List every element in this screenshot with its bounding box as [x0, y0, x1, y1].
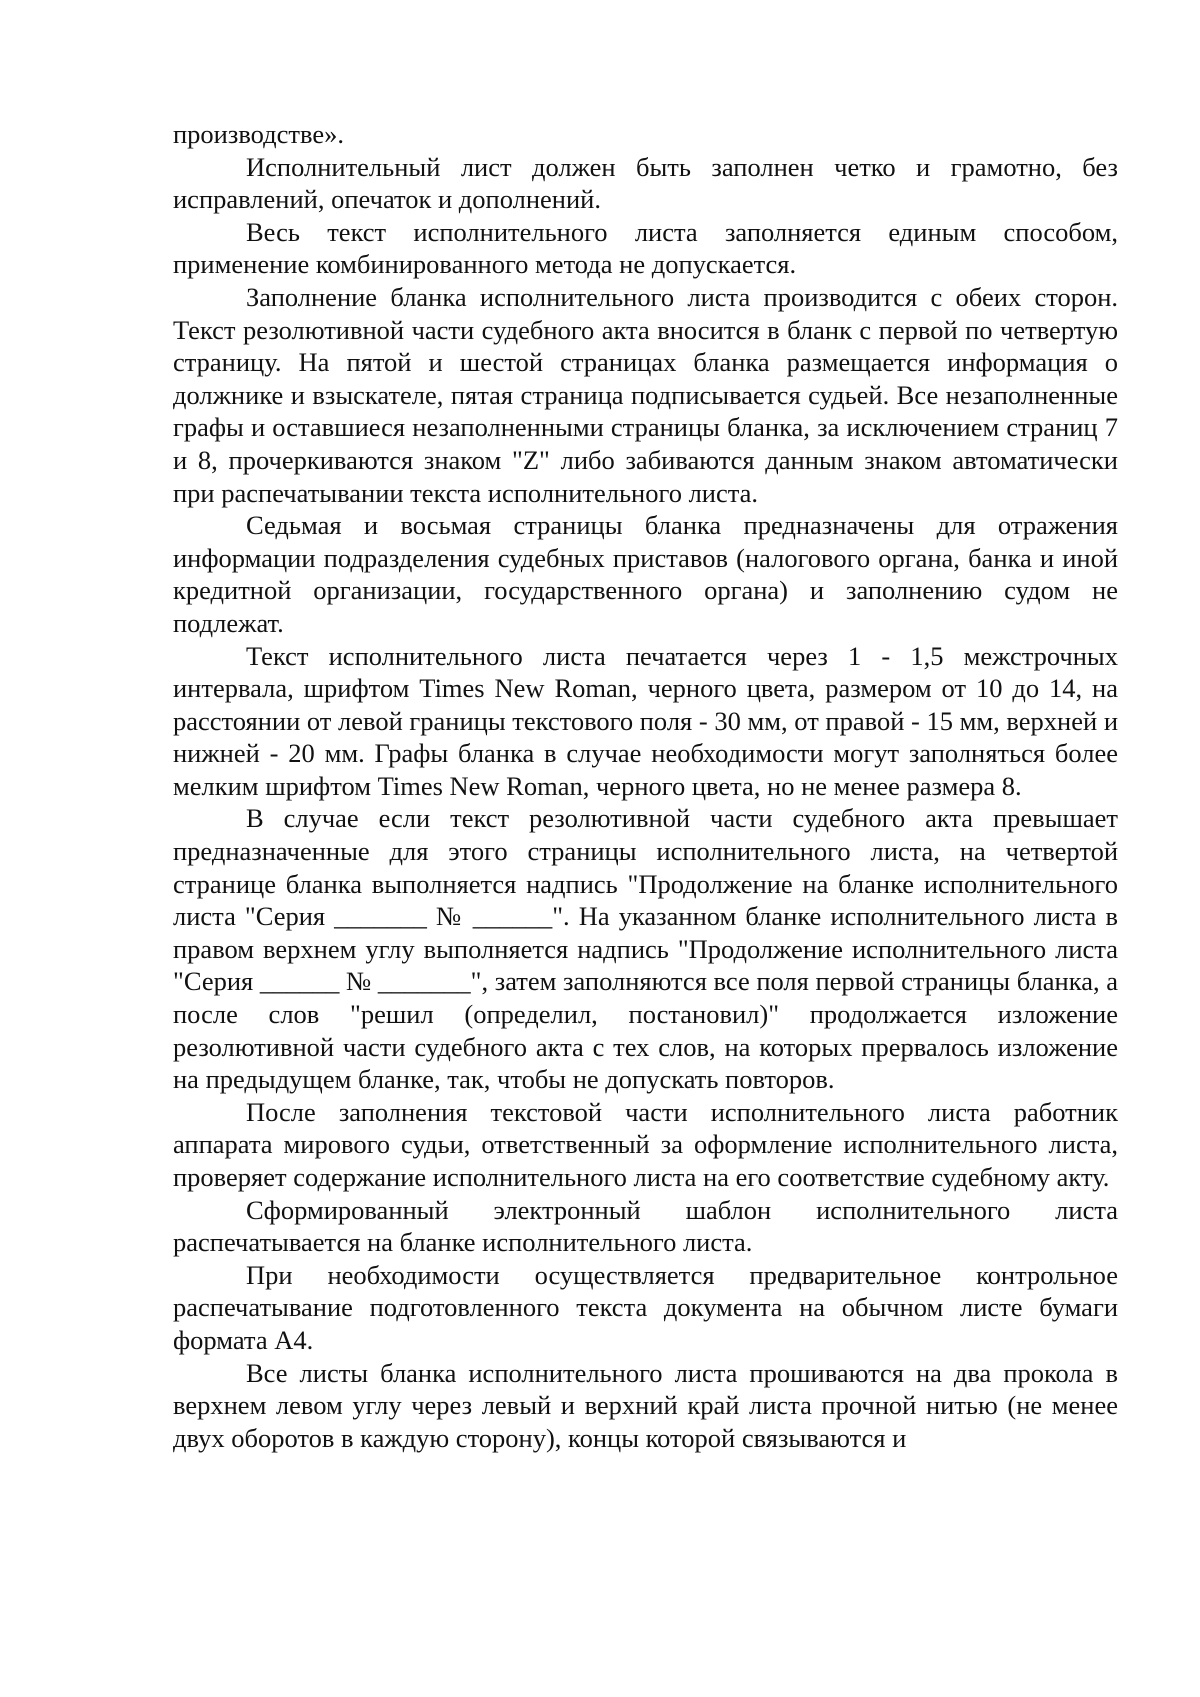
paragraph-requirements: Исполнительный лист должен быть заполнен четко и грамотно, без исправлений, опечаток и дополнений. — [173, 151, 1118, 215]
paragraph-verification: После заполнения текстовой части исполнительного листа работник аппарата мирового судьи, ответственный за оформление исполнительного листа, проверяет содержание исполнительного листа на его соответствие судебному акту. — [173, 1096, 1118, 1192]
paragraph-uniform-method: Весь текст исполнительного листа заполняется единым способом, применение комбинированного метода не допускается. — [173, 216, 1118, 280]
paragraph-font-requirements: Текст исполнительного листа печатается через 1 - 1,5 межстрочных интервала, шрифтом Times New Roman, черного цвета, размером от 10 до 14, на расстоянии от левой границы текстового поля - 30 мм, от правой - 15 мм, верхней и нижней - 20 мм. Графы бланка в случае необходимости могут заполняться более мелким шрифтом Times New Roman, черного цвета, но не менее размера 8. — [173, 640, 1118, 801]
paragraph-binding: Все листы бланка исполнительного листа прошиваются на два прокола в верхнем левом углу через левый и верхний край листа прочной нитью (не менее двух оборотов в каждую сторону), концы которой связываются и — [173, 1357, 1118, 1453]
paragraph-filling-both-sides: Заполнение бланка исполнительного листа производится с обеих сторон. Текст резолютивной части судебного акта вносится в бланк с первой по четвертую страницу. На пятой и шестой страницах бланка размещается информация о должнике и взыскателе, пятая страница подписывается судьей. Все незаполненные графы и оставшиеся незаполненными страницы бланка, за исключением страниц 7 и 8, прочеркиваются знаком "Z" либо забиваются данным знаком автоматически при распечатывании текста исполнительного листа. — [173, 281, 1118, 508]
paragraph-pages-seven-eight: Седьмая и восьмая страницы бланка предназначены для отражения информации подразделения судебных приставов (налогового органа, банка и иной кредитной организации, государственного органа) и заполнению судом не подлежат. — [173, 510, 1118, 638]
paragraph-continuation: производстве». — [173, 119, 344, 149]
paragraph-preliminary-print: При необходимости осуществляется предварительное контрольное распечатывание подготовленного текста документа на обычном листе бумаги формата А4. — [173, 1259, 1118, 1355]
paragraph-continuation-blank: В случае если текст резолютивной части судебного акта превышает предназначенные для этого страницы исполнительного листа, на четвертой странице бланка выполняется надпись "Продолжение на бланке исполнительного листа "Серия _______ № ______". На указанном бланке исполнительного листа в правом верхнем углу выполняется надпись "Продолжение исполнительного листа "Серия ______ № _______", затем заполняются все поля первой страницы бланка, а после слов "решил (определил, постановил)" продолжается изложение резолютивной части судебного акта с тех слов, на которых прервалось изложение на предыдущем бланке, так, чтобы не допускать повторов. — [173, 803, 1118, 1095]
document-body — [173, 118, 1118, 1454]
paragraph-printing: Сформированный электронный шаблон исполнительного листа распечатывается на бланке исполнительного листа. — [173, 1194, 1118, 1258]
